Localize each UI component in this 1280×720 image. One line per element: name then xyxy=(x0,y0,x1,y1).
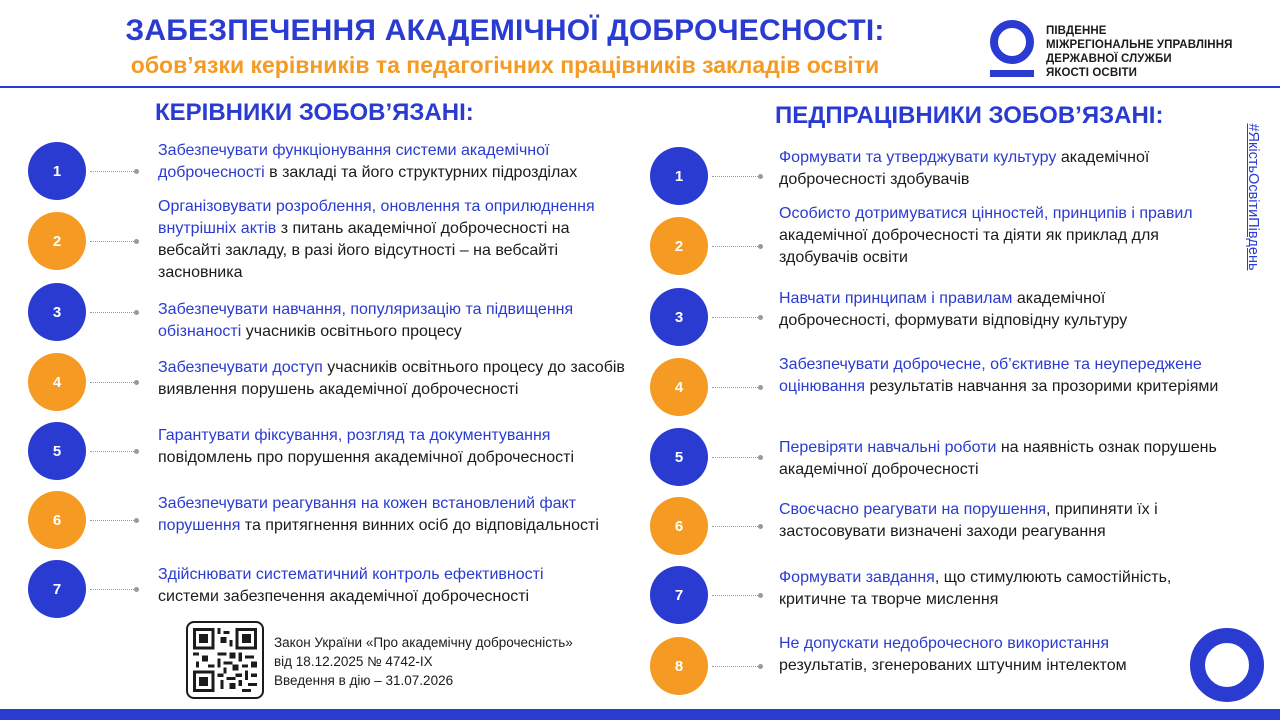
item-highlight: Перевіряти навчальні роботи xyxy=(779,439,997,456)
item-highlight: Навчати принципам і правилам xyxy=(779,290,1013,307)
ring-logo-icon xyxy=(990,20,1034,78)
item-highlight: Своєчасно реагувати на порушення xyxy=(779,501,1046,518)
org-line: ДЕРЖАВНОЇ СЛУЖБИ xyxy=(1046,53,1172,65)
managers-item-text xyxy=(158,493,638,537)
connector xyxy=(90,589,136,590)
connector xyxy=(90,171,136,172)
teachers-item-text xyxy=(779,499,1199,543)
item-highlight: Забезпечувати навчання, популяризацію та підвищення обізнаності xyxy=(158,301,574,340)
teachers-item-text xyxy=(779,633,1179,677)
managers-item-text xyxy=(158,196,633,284)
teachers-item-number: 6 xyxy=(650,497,708,555)
law-title: Закон України «Про академічну доброчесність» xyxy=(274,635,573,650)
item-rest: результатів навчання за прозорими критеріями xyxy=(865,378,1219,395)
managers-item-text xyxy=(158,564,598,608)
managers-item-number: 3 xyxy=(28,283,86,341)
teachers-item-text xyxy=(779,288,1169,332)
managers-item-number: 5 xyxy=(28,422,86,480)
managers-item-number: 7 xyxy=(28,560,86,618)
item-rest: результатів, згенерованих штучним інтелектом xyxy=(779,657,1127,674)
item-rest: на наявність ознак порушень академічної доброчесності xyxy=(779,439,1217,478)
managers-item-text xyxy=(158,299,618,343)
item-rest: системи забезпечення академічної доброчесності xyxy=(158,588,530,605)
managers-item-text xyxy=(158,357,633,401)
org-line: ПІВДЕННЕ xyxy=(1046,25,1107,37)
item-highlight: Не допускати недоброчесного використання xyxy=(779,635,1109,652)
item-highlight: Здійснювати систематичний контроль ефективності xyxy=(158,566,544,583)
item-rest: та притягнення винних осіб до відповідальності xyxy=(240,517,599,534)
connector xyxy=(712,246,760,247)
org-line: МІЖРЕГІОНАЛЬНЕ УПРАВЛІННЯ xyxy=(1046,39,1233,51)
item-highlight: Гарантувати фіксування, розгляд та документування xyxy=(158,427,551,444)
item-rest: повідомлень про порушення академічної доброчесності xyxy=(158,449,574,466)
managers-item-number: 2 xyxy=(28,212,86,270)
ring-decor-icon xyxy=(1190,628,1264,702)
teachers-item-number: 4 xyxy=(650,358,708,416)
header xyxy=(0,0,1280,88)
connector xyxy=(712,176,760,177)
item-rest: , що стимулюють самостійність, критичне та творче мислення xyxy=(779,569,1172,608)
connector xyxy=(712,317,760,318)
organization-name xyxy=(1046,24,1276,80)
item-rest: академічної доброчесності, формувати відповідну культуру xyxy=(779,290,1128,329)
item-rest: з питань академічної доброчесності на вебсайті закладу, в разі його відсутності – на вебсайті засновника xyxy=(158,220,570,281)
teachers-item-text xyxy=(779,437,1249,481)
item-highlight: Організовувати розроблення, оновлення та оприлюднення внутрішніх актів xyxy=(158,198,595,237)
item-highlight: Особисто дотримуватися цінностей, принципів і правил xyxy=(779,205,1193,222)
item-rest: учасників освітнього процесу xyxy=(241,323,462,340)
connector xyxy=(90,241,136,242)
item-rest: в закладі та його структурних підрозділах xyxy=(264,164,578,181)
managers-item-text xyxy=(158,425,633,469)
teachers-item-text xyxy=(779,567,1209,611)
footer-bar xyxy=(0,709,1280,720)
connector xyxy=(90,312,136,313)
hashtag-link[interactable] xyxy=(1243,108,1263,286)
teachers-item-number: 5 xyxy=(650,428,708,486)
header-divider xyxy=(0,86,1280,88)
connector xyxy=(90,382,136,383)
page-title: ЗАБЕЗПЕЧЕННЯ АКАДЕМІЧНОЇ ДОБРОЧЕСНОСТІ: xyxy=(125,14,885,47)
connector xyxy=(712,387,760,388)
item-rest: академічної доброчесності та діяти як приклад для здобувачів освіти xyxy=(779,227,1159,266)
law-effective-date: Введення в дію – 31.07.2026 xyxy=(274,673,454,688)
managers-item-number: 4 xyxy=(28,353,86,411)
law-number: від 18.12.2025 № 4742-IX xyxy=(274,654,433,669)
page-subtitle: обов’язки керівників та педагогічних працівників закладів освіти xyxy=(130,52,880,78)
teachers-item-number: 7 xyxy=(650,566,708,624)
teachers-item-number: 3 xyxy=(650,288,708,346)
item-rest: академічної доброчесності здобувачів xyxy=(779,149,1150,188)
teachers-item-number: 1 xyxy=(650,147,708,205)
managers-title: КЕРІВНИКИ ЗОБОВ’ЯЗАНІ: xyxy=(155,99,474,126)
law-reference xyxy=(274,633,573,690)
item-highlight: Забезпечувати доброчесне, об’єктивне та неупереджене оцінювання xyxy=(779,356,1202,395)
managers-item-text xyxy=(158,140,628,184)
managers-item-number: 6 xyxy=(28,491,86,549)
teachers-item-text xyxy=(779,147,1219,191)
connector xyxy=(712,526,760,527)
org-line: ЯКОСТІ ОСВІТИ xyxy=(1046,67,1138,79)
hashtag-text: #ЯкістьОсвітиПівдень xyxy=(1245,123,1261,271)
teachers-item-text xyxy=(779,203,1239,269)
connector xyxy=(90,520,136,521)
connector xyxy=(712,666,760,667)
teachers-title: ПЕДПРАЦІВНИКИ ЗОБОВ’ЯЗАНІ: xyxy=(775,102,1164,129)
teachers-item-text xyxy=(779,354,1239,398)
connector xyxy=(712,457,760,458)
item-highlight: Формувати та утверджувати культуру xyxy=(779,149,1057,166)
item-highlight: Забезпечувати реагування на кожен встановлений факт порушення xyxy=(158,495,577,534)
item-highlight: Забезпечувати функціонування системи академічної доброчесності xyxy=(158,142,550,181)
teachers-item-number: 8 xyxy=(650,637,708,695)
teachers-item-number: 2 xyxy=(650,217,708,275)
connector xyxy=(712,595,760,596)
item-highlight: Забезпечувати доступ xyxy=(158,359,323,376)
qr-code-icon xyxy=(186,621,264,699)
item-highlight: Формувати завдання xyxy=(779,569,935,586)
item-rest: , припиняти їх і застосовувати визначені заходи реагування xyxy=(779,501,1158,540)
managers-item-number: 1 xyxy=(28,142,86,200)
connector xyxy=(90,451,136,452)
item-rest: учасників освітнього процесу до засобів виявлення порушень академічної доброчесності xyxy=(158,359,625,398)
